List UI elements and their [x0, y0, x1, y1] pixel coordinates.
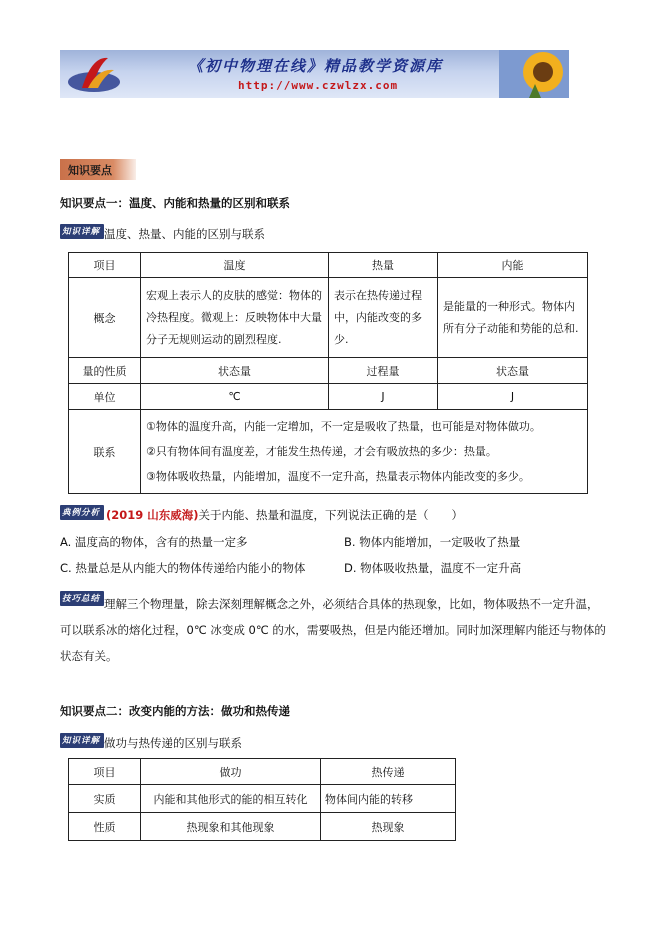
tip-line: 状态有关。	[60, 649, 118, 663]
header-cell: 项目	[69, 253, 141, 278]
concept-temperature: 宏观上表示人的皮肤的感觉：物体的冷热程度。微观上：反映物体中大量分子无规则运动的剧烈程度.	[141, 278, 329, 358]
table-cell: 状态量	[438, 358, 588, 384]
table-cell: ℃	[141, 384, 329, 410]
point1-badge-text: 温度、热量、内能的区别与联系	[104, 227, 265, 241]
point1-heading: 知识要点一：温度、内能和热量的区别和联系	[60, 196, 290, 210]
point1-table	[68, 252, 588, 494]
row-label: 实质	[69, 785, 141, 813]
table-header-row	[69, 759, 456, 785]
option-a: A. 温度高的物体，含有的热量一定多	[60, 535, 248, 549]
header-cell: 热量	[329, 253, 438, 278]
banner-title: 《初中物理在线》精品教学资源库	[188, 57, 444, 75]
relation-cell	[141, 410, 588, 494]
point2-heading: 知识要点二：改变内能的方法：做功和热传递	[60, 704, 290, 718]
example-source: (2019 山东威海)	[106, 508, 199, 522]
row-label: 性质	[69, 813, 141, 841]
table-cell: 物体间内能的转移	[321, 785, 456, 813]
header-cell: 内能	[438, 253, 588, 278]
option-d: D. 物体吸收热量，温度不一定升高	[344, 561, 522, 575]
point1-badge: 知识详解	[60, 224, 104, 239]
table-cell: 热现象和其他现象	[141, 813, 321, 841]
table-cell: 状态量	[141, 358, 329, 384]
banner-url[interactable]: http://www.czwlzx.com	[238, 79, 399, 92]
relation-line: ③物体吸收热量，内能增加，温度不一定升高，热量表示物体内能改变的多少。	[146, 470, 530, 483]
header-banner	[60, 50, 569, 98]
table-header-row	[69, 253, 588, 278]
concept-internal-energy: 是能量的一种形式。物体内所有分子动能和势能的总和.	[438, 278, 588, 358]
point2-badge-text: 做功与热传递的区别与联系	[104, 736, 242, 750]
option-c: C. 热量总是从内能大的物体传递给内能小的物体	[60, 561, 306, 575]
tip-line: 可以联系冰的熔化过程，0℃ 冰变成 0℃ 的水，需要吸热，但是内能还增加。同时加深理解内能还与物体的	[60, 623, 606, 637]
row-label: 量的性质	[69, 358, 141, 384]
table-row	[69, 278, 588, 358]
table-row	[69, 410, 588, 494]
section-tab: 知识要点	[60, 159, 136, 180]
example-question: 关于内能、热量和温度，下列说法正确的是（ ）	[198, 508, 464, 522]
point2-table	[68, 758, 456, 841]
table-cell: 内能和其他形式的能的相互转化	[141, 785, 321, 813]
relation-line: ①物体的温度升高，内能一定增加，不一定是吸收了热量，也可能是对物体做功。	[146, 420, 541, 433]
row-label: 概念	[69, 278, 141, 358]
option-b: B. 物体内能增加，一定吸收了热量	[344, 535, 521, 549]
header-cell: 热传递	[321, 759, 456, 785]
row-label: 单位	[69, 384, 141, 410]
header-cell: 温度	[141, 253, 329, 278]
table-cell: J	[329, 384, 438, 410]
point2-badge: 知识详解	[60, 733, 104, 748]
table-row	[69, 785, 456, 813]
table-row	[69, 384, 588, 410]
relation-line: ②只有物体间有温度差，才能发生热传递，才会有吸放热的多少：热量。	[146, 445, 497, 458]
example-badge: 典例分析	[60, 505, 104, 520]
row-label: 联系	[69, 410, 141, 494]
tip-badge: 技巧总结	[60, 591, 104, 606]
tip-line: 理解三个物理量，除去深刻理解概念之外，必须结合具体的热现象，比如，物体吸热不一定升温，	[104, 597, 599, 611]
example-question-line	[106, 507, 463, 523]
header-cell: 做功	[141, 759, 321, 785]
table-cell: 过程量	[329, 358, 438, 384]
table-row	[69, 813, 456, 841]
table-cell: 热现象	[321, 813, 456, 841]
header-cell: 项目	[69, 759, 141, 785]
logo-icon	[64, 52, 124, 96]
table-cell: J	[438, 384, 588, 410]
concept-heat: 表示在热传递过程中，内能改变的多少.	[329, 278, 438, 358]
sunflower-icon	[499, 50, 569, 98]
table-row	[69, 358, 588, 384]
